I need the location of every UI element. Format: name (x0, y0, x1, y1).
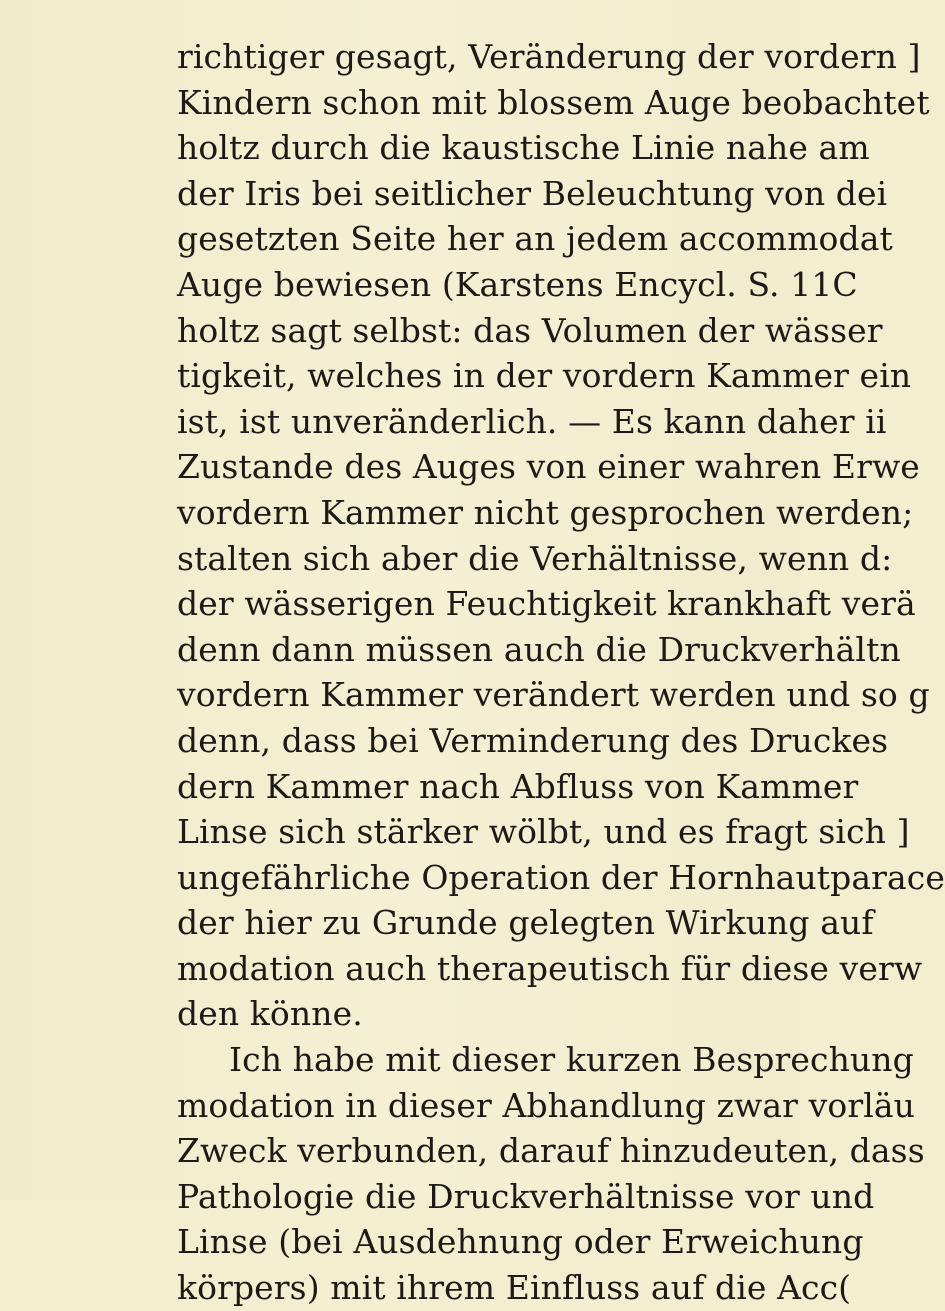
body-text (0, 34, 945, 1311)
text-line: richtiger gesagt, Veränderung der vordern ] (177, 37, 921, 76)
text-line: der hier zu Grunde gelegten Wirkung auf (177, 903, 874, 943)
text-line: dern Kammer nach Abfluss von Kammer (177, 766, 859, 806)
text-line: denn dann müssen auch die Druckverhältn (177, 629, 901, 669)
text-line: Zustande des Auges von einer wahren Erwe (177, 447, 920, 487)
text-line: modation in dieser Abhandlung zwar vorläu (177, 1085, 915, 1125)
text-line: vordern Kammer nicht gesprochen werden; (177, 492, 914, 532)
text-line: tigkeit, welches in der vordern Kammer ein (177, 356, 912, 396)
text-line: der Iris bei seitlicher Beleuchtung von dei (177, 173, 888, 213)
text-line: Auge bewiesen (Karstens Encycl. S. 11C (177, 264, 858, 304)
text-line: Pathologie die Druckverhältnisse vor und (177, 1176, 875, 1216)
text-line: Zweck verbunden, darauf hinzudeuten, dass (177, 1131, 925, 1171)
text-line: ungefährliche Operation der Hornhautparace (177, 857, 945, 897)
paragraph-1 (0, 34, 945, 1037)
text-line: gesetzten Seite her an jedem accommodat (177, 219, 893, 259)
text-line: körpers) mit ihrem Einfluss auf die Acc( (177, 1268, 852, 1308)
text-line: Ich habe mit dieser kurzen Besprechung (229, 1040, 914, 1080)
text-line: ist, ist unveränderlich. — Es kann daher ii (177, 401, 887, 441)
text-line: holtz durch die kaustische Linie nahe am (177, 128, 870, 168)
text-line: Linse (bei Ausdehnung oder Erweichung (177, 1222, 864, 1262)
paragraph-2 (0, 1037, 925, 1311)
text-line: stalten sich aber die Verhältnisse, wenn d: (177, 538, 893, 578)
text-line: modation auch therapeutisch für diese verw (177, 948, 923, 988)
text-line: Linse sich stärker wölbt, und es fragt sich ] (177, 812, 910, 852)
text-line: Kindern schon mit blossem Auge beobachtet (177, 82, 930, 122)
text-line: der wässerigen Feuchtigkeit krankhaft verä (177, 584, 916, 624)
text-line: denn, dass bei Verminderung des Druckes (177, 720, 889, 760)
text-line: holtz sagt selbst: das Volumen der wässer (177, 310, 883, 350)
text-line: den könne. (177, 994, 363, 1034)
text-line: vordern Kammer verändert werden und so g (177, 675, 930, 715)
